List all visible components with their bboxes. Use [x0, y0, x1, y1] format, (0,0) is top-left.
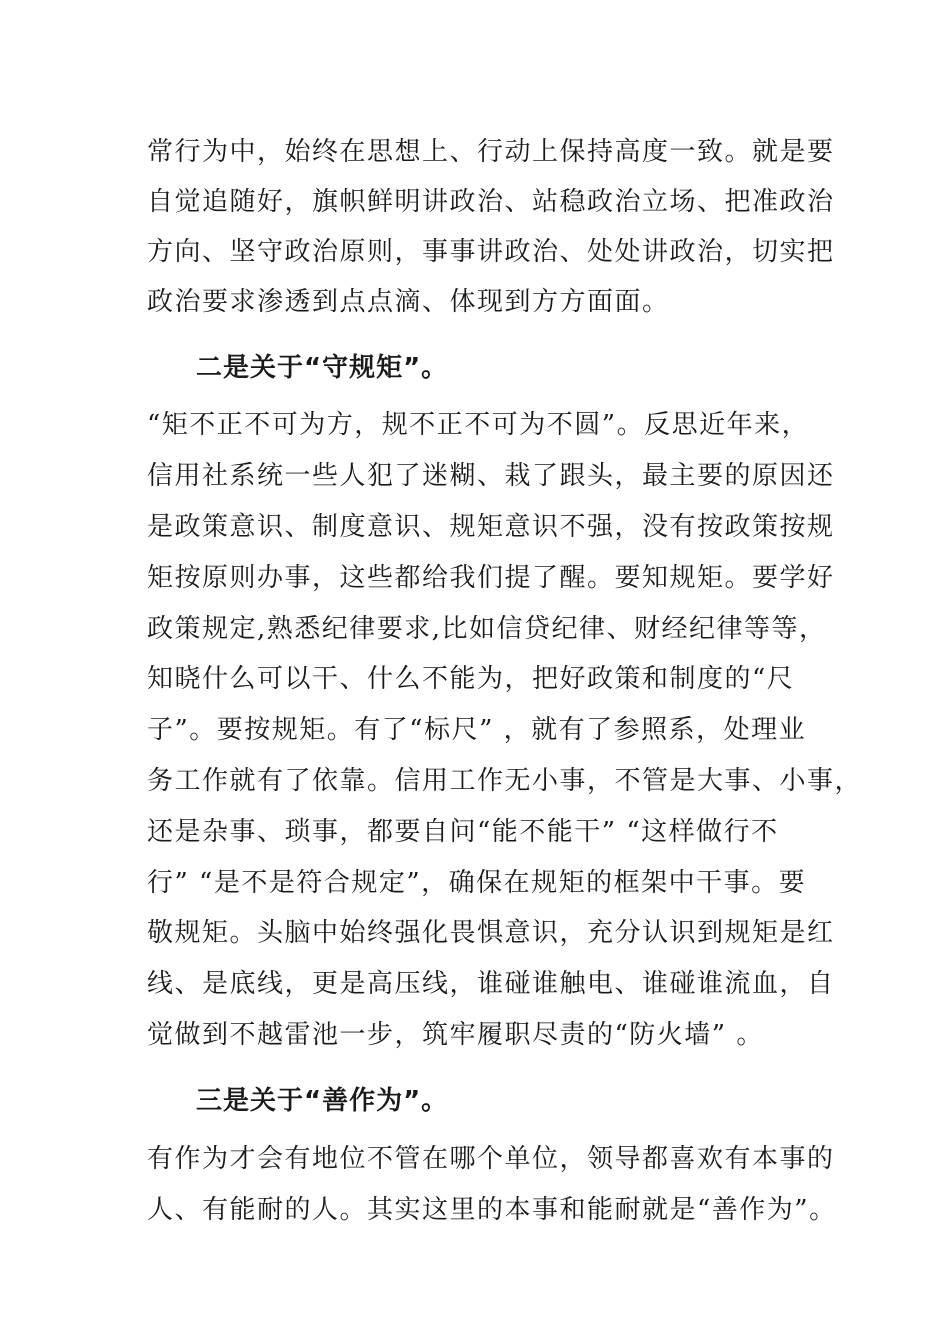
body-line: 觉做到不越雷池一步，筑牢履职尽责的“防火墙” 。 — [147, 1020, 764, 1050]
body-line: 知晓什么可以干、什么不能为，把好政策和制度的“尺 — [147, 664, 795, 694]
body-line: 务工作就有了依靠。信用工作无小事，不管是大事、小事， — [147, 766, 863, 796]
body-line: 政策规定,熟悉纪律要求,比如信贷纪律、财经纪律等等， — [147, 614, 827, 644]
section-heading-3: 三是关于“善作为”。 — [196, 1086, 449, 1116]
body-line: 有作为才会有地位不管在哪个单位，领导都喜欢有本事的 — [147, 1144, 835, 1174]
body-line: 政治要求渗透到点点滴、体现到方方面面。 — [147, 287, 670, 317]
body-line: 是政策意识、制度意识、规矩意识不强，没有按政策按规 — [147, 512, 835, 542]
body-line: 常行为中，始终在思想上、行动上保持高度一致。就是要 — [147, 137, 835, 167]
body-line: 还是杂事、琐事，都要自问“能不能干” “这样做行不 — [147, 817, 779, 847]
body-line: 行” “是不是符合规定”，确保在规矩的框架中干事。要 — [147, 868, 807, 898]
body-line: 方向、坚守政治原则，事事讲政治、处处讲政治，切实把 — [147, 237, 835, 267]
body-line: 自觉追随好，旗帜鲜明讲政治、站稳政治立场、把准政治 — [147, 187, 835, 217]
body-line: 人、有能耐的人。其实这里的本事和能耐就是“善作为”。 — [147, 1195, 837, 1225]
body-line: 子”。要按规矩。有了“标尺” ，就有了参照系，处理业 — [147, 715, 807, 745]
body-line: 信用社系统一些人犯了迷糊、栽了跟头，最主要的原因还 — [147, 461, 835, 491]
body-line: 矩按原则办事，这些都给我们提了醒。要知规矩。要学好 — [147, 563, 835, 593]
section-heading-2: 二是关于“守规矩”。 — [196, 353, 449, 383]
body-line: 线、是底线，更是高压线，谁碰谁触电、谁碰谁流血，自 — [147, 969, 835, 999]
body-line: 敬规矩。头脑中始终强化畏惧意识，充分认识到规矩是红 — [147, 918, 835, 948]
body-line: “矩不正不可为方，规不正不可为不圆”。反思近年来， — [147, 410, 810, 440]
